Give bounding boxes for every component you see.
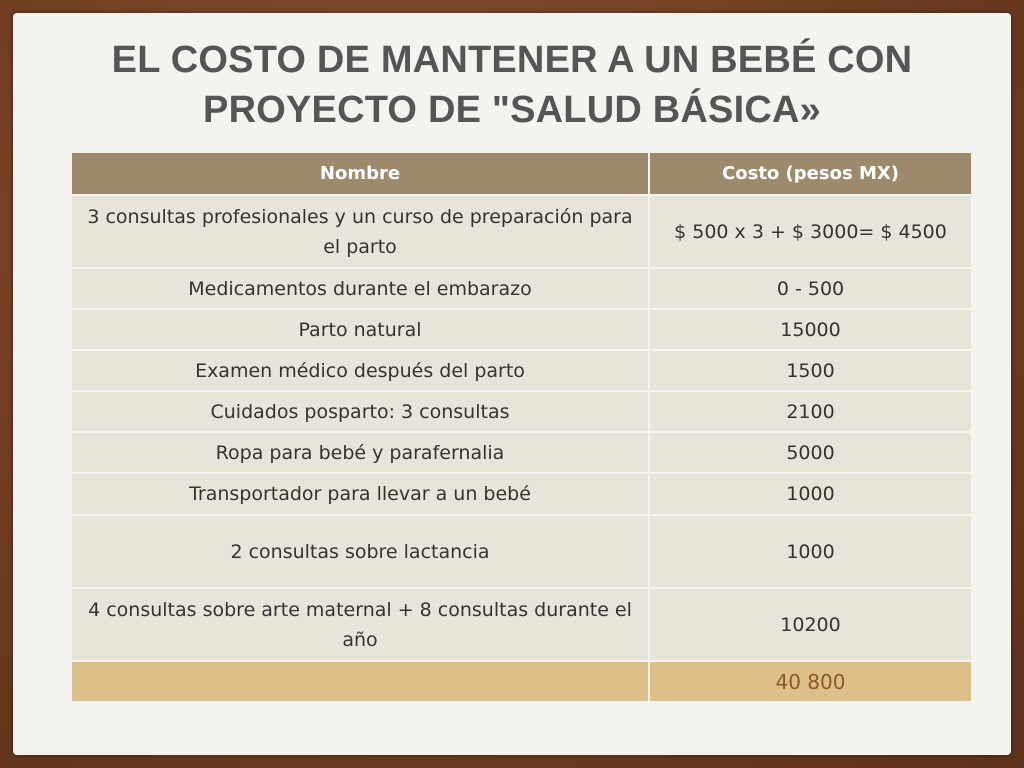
row-name: Cuidados posparto: 3 consultas [72,391,649,432]
row-cost: 1500 [649,350,971,391]
total-value: 40 800 [649,661,971,701]
row-cost: 1000 [649,515,971,588]
table-row [72,309,971,350]
slide-title-line-2: PROYECTO DE "SALUD BÁSICA» [203,89,821,131]
row-name: Medicamentos durante el embarazo [72,268,649,309]
slide-title [13,35,1011,135]
slide [13,13,1011,755]
row-name: Examen médico después del parto [72,350,649,391]
row-cost: 2100 [649,391,971,432]
table-row [72,350,971,391]
cost-table [72,153,971,701]
table-row [72,473,971,515]
table-row [72,515,971,588]
row-name: 4 consultas sobre arte maternal + 8 consultas durante el año [72,588,649,661]
table-row [72,391,971,432]
row-name: Parto natural [72,309,649,350]
row-cost: 10200 [649,588,971,661]
row-cost: $ 500 x 3 + $ 3000= $ 4500 [649,195,971,268]
table-total-row [72,661,971,701]
header-costo: Costo (pesos MX) [649,153,971,195]
total-label [72,661,649,701]
row-cost: 1000 [649,473,971,515]
header-nombre: Nombre [72,153,649,195]
table-row [72,195,971,268]
row-name: Ropa para bebé y parafernalia [72,432,649,473]
row-cost: 5000 [649,432,971,473]
table-row [72,432,971,473]
slide-title-line-1: EL COSTO DE MANTENER A UN BEBÉ CON [111,39,913,81]
row-cost: 0 - 500 [649,268,971,309]
table-header-row [72,153,971,195]
row-name: Transportador para llevar a un bebé [72,473,649,515]
table-row [72,268,971,309]
row-cost: 15000 [649,309,971,350]
table-row [72,588,971,661]
row-name: 3 consultas profesionales y un curso de preparación para el parto [72,195,649,268]
row-name: 2 consultas sobre lactancia [72,515,649,588]
